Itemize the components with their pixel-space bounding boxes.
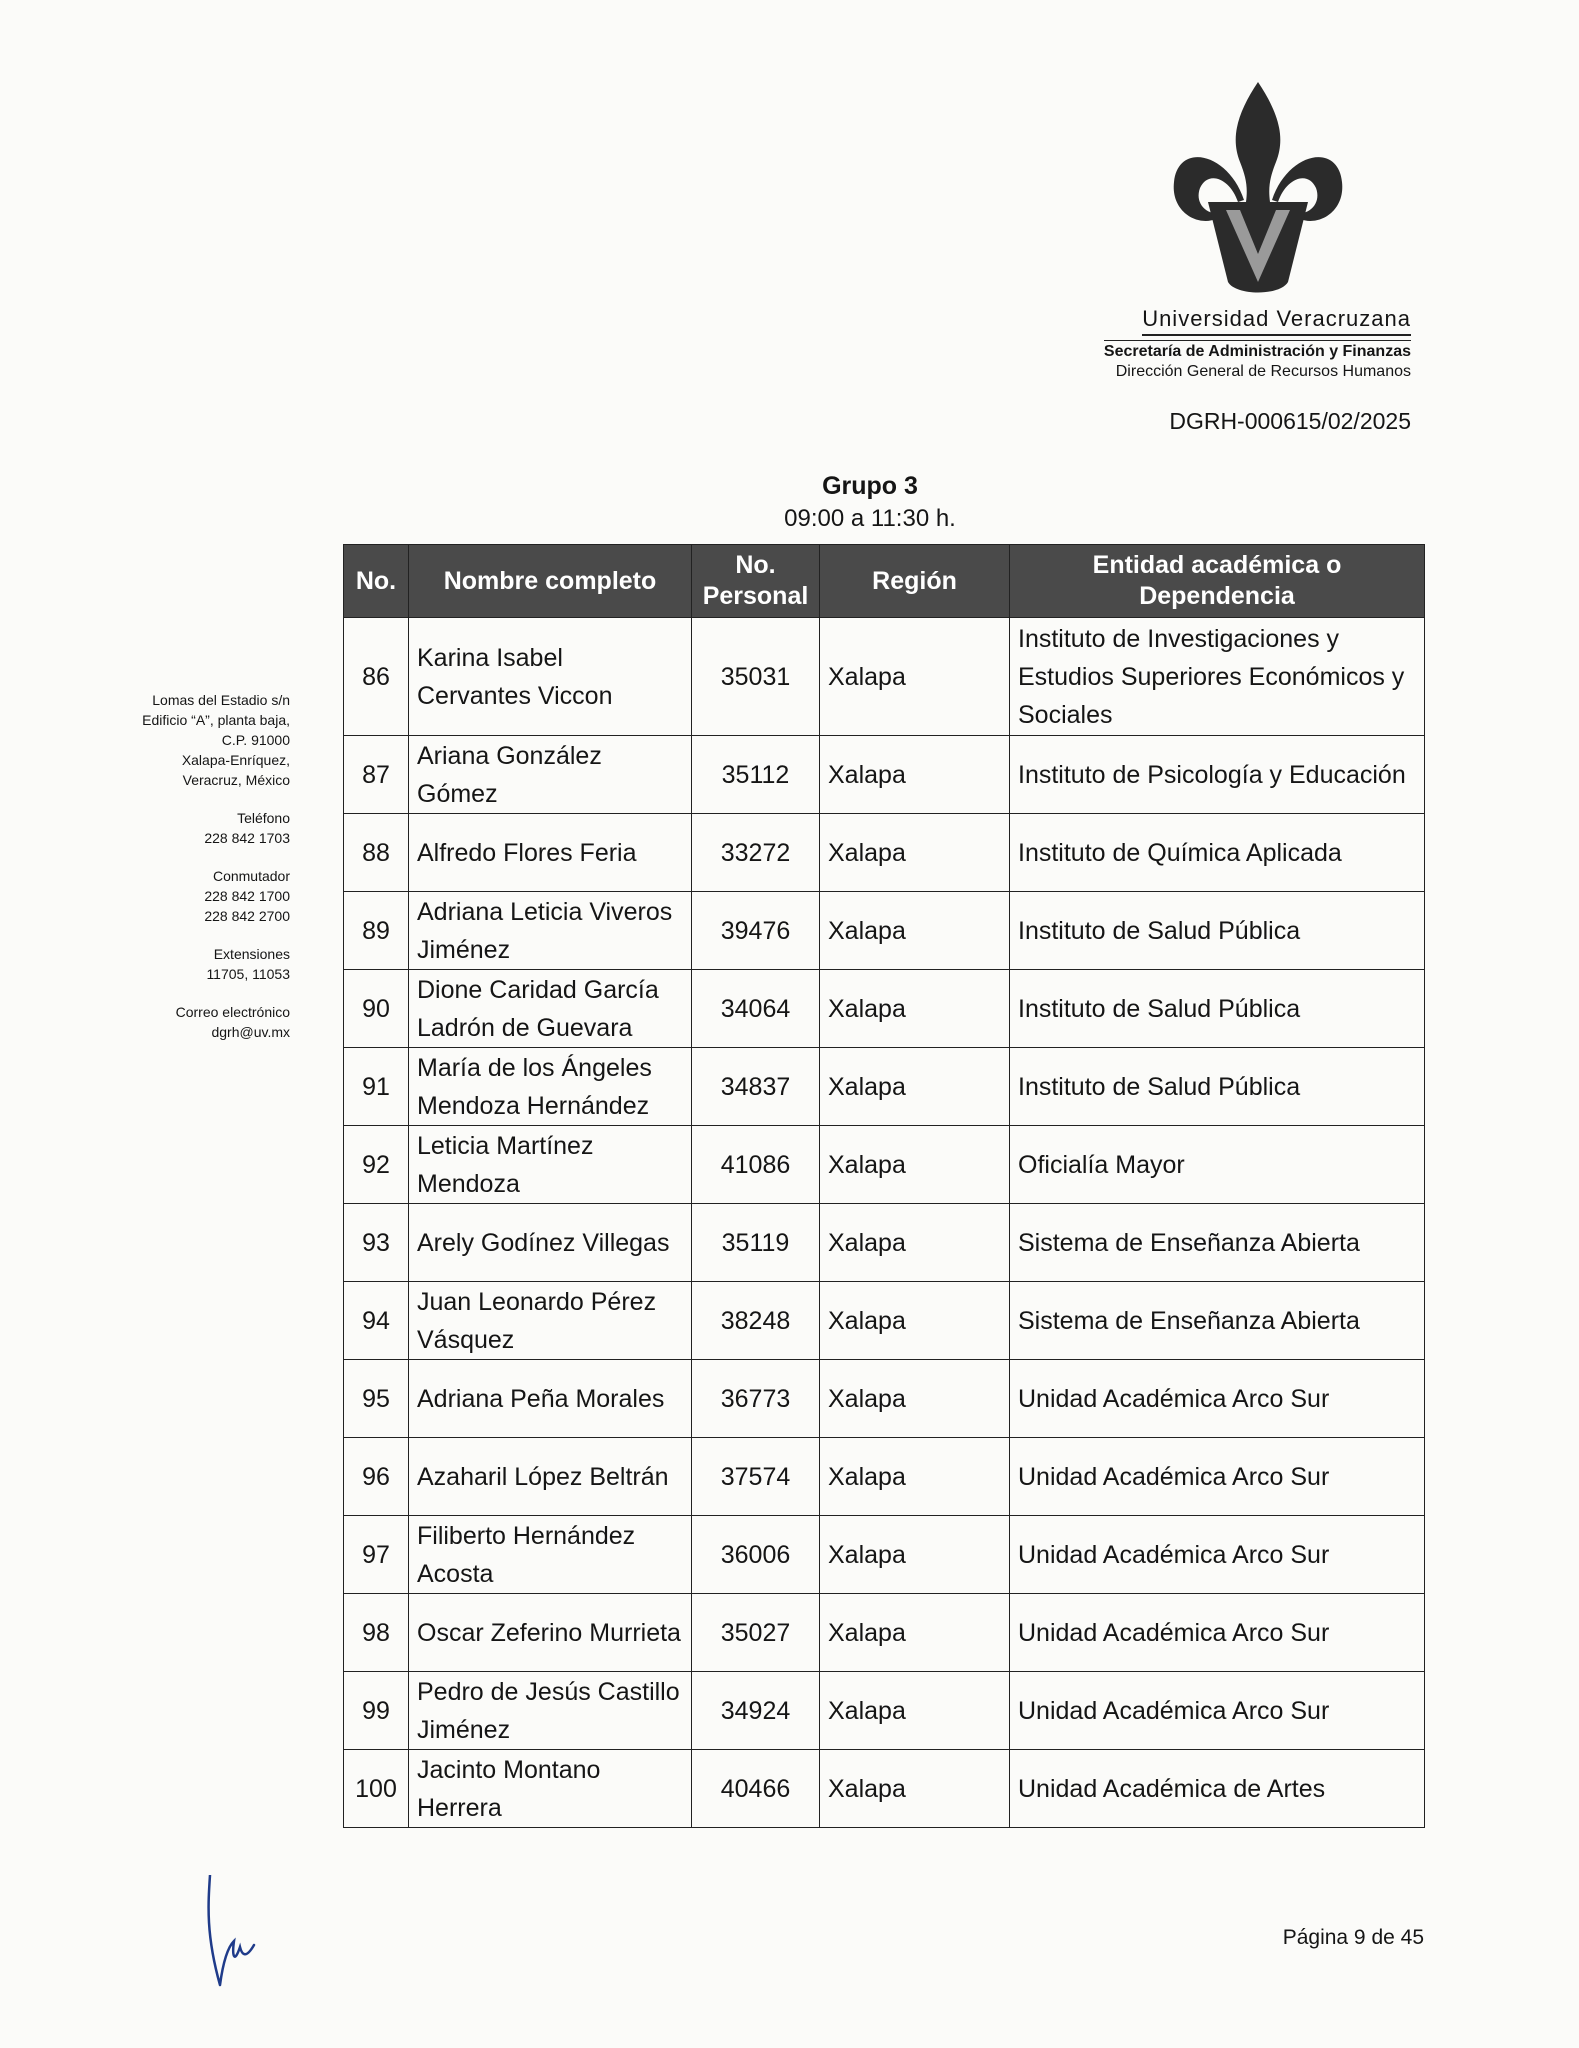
cell-region: Xalapa bbox=[820, 1594, 1010, 1672]
cell-region: Xalapa bbox=[820, 1048, 1010, 1126]
university-name: Universidad Veracruzana bbox=[1142, 306, 1411, 336]
phone-block bbox=[90, 808, 290, 848]
cell-region: Xalapa bbox=[820, 1672, 1010, 1750]
cell-no: 92 bbox=[344, 1126, 409, 1204]
cell-entity: Unidad Académica Arco Sur bbox=[1010, 1438, 1425, 1516]
cell-name: Adriana Leticia Viveros Jiménez bbox=[409, 892, 692, 970]
cell-personal: 38248 bbox=[692, 1282, 820, 1360]
cell-name: Arely Godínez Villegas bbox=[409, 1204, 692, 1282]
table-row bbox=[344, 1360, 1425, 1438]
cell-name: Ariana González Gómez bbox=[409, 736, 692, 814]
cell-personal: 35119 bbox=[692, 1204, 820, 1282]
table-header-row bbox=[344, 545, 1425, 618]
extensions-label: Extensiones bbox=[213, 946, 290, 962]
cell-entity: Instituto de Salud Pública bbox=[1010, 892, 1425, 970]
cell-entity: Unidad Académica Arco Sur bbox=[1010, 1360, 1425, 1438]
cell-entity: Instituto de Investigaciones y Estudios Superiores Económicos y Sociales bbox=[1010, 618, 1425, 736]
institution-block bbox=[1104, 306, 1411, 381]
cell-name: Karina Isabel Cervantes Viccon bbox=[409, 618, 692, 736]
header-no: No. bbox=[344, 545, 409, 618]
cell-no: 100 bbox=[344, 1750, 409, 1828]
group-title: Grupo 3 bbox=[822, 472, 918, 500]
participants-table bbox=[343, 544, 1425, 1828]
cell-personal: 40466 bbox=[692, 1750, 820, 1828]
cell-personal: 36773 bbox=[692, 1360, 820, 1438]
cell-no: 98 bbox=[344, 1594, 409, 1672]
signature-icon bbox=[190, 1875, 270, 1995]
cell-no: 86 bbox=[344, 618, 409, 736]
cell-no: 87 bbox=[344, 736, 409, 814]
email-value: dgrh@uv.mx bbox=[211, 1024, 290, 1040]
cell-region: Xalapa bbox=[820, 1438, 1010, 1516]
cell-name: Alfredo Flores Feria bbox=[409, 814, 692, 892]
secretariat-name: Secretaría de Administración y Finanzas bbox=[1104, 340, 1411, 361]
cell-no: 99 bbox=[344, 1672, 409, 1750]
cell-name: Adriana Peña Morales bbox=[409, 1360, 692, 1438]
cell-region: Xalapa bbox=[820, 618, 1010, 736]
cell-personal: 41086 bbox=[692, 1126, 820, 1204]
cell-region: Xalapa bbox=[820, 1360, 1010, 1438]
address-line: Lomas del Estadio s/n bbox=[152, 692, 290, 708]
email-block bbox=[90, 1002, 290, 1042]
cell-name: Jacinto Montano Herrera bbox=[409, 1750, 692, 1828]
cell-no: 91 bbox=[344, 1048, 409, 1126]
cell-personal: 34924 bbox=[692, 1672, 820, 1750]
directorate-name: Dirección General de Recursos Humanos bbox=[1115, 363, 1411, 380]
cell-entity: Unidad Académica Arco Sur bbox=[1010, 1672, 1425, 1750]
switchboard-block bbox=[90, 866, 290, 926]
phone-label: Teléfono bbox=[237, 810, 290, 826]
cell-no: 89 bbox=[344, 892, 409, 970]
cell-region: Xalapa bbox=[820, 892, 1010, 970]
cell-name: Oscar Zeferino Murrieta bbox=[409, 1594, 692, 1672]
table-row bbox=[344, 1204, 1425, 1282]
cell-personal: 33272 bbox=[692, 814, 820, 892]
address-line: Edificio “A”, planta baja, bbox=[142, 712, 290, 728]
table-row bbox=[344, 1594, 1425, 1672]
cell-no: 88 bbox=[344, 814, 409, 892]
cell-personal: 35027 bbox=[692, 1594, 820, 1672]
table-row bbox=[344, 1126, 1425, 1204]
table-row bbox=[344, 1672, 1425, 1750]
phone-number: 228 842 1703 bbox=[204, 830, 290, 846]
table-row bbox=[344, 1438, 1425, 1516]
switchboard-label: Conmutador bbox=[212, 868, 290, 884]
table-row bbox=[344, 1048, 1425, 1126]
cell-entity: Instituto de Química Aplicada bbox=[1010, 814, 1425, 892]
cell-entity: Unidad Académica Arco Sur bbox=[1010, 1594, 1425, 1672]
cell-no: 90 bbox=[344, 970, 409, 1048]
cell-no: 97 bbox=[344, 1516, 409, 1594]
cell-name: María de los Ángeles Mendoza Hernández bbox=[409, 1048, 692, 1126]
header-name: Nombre completo bbox=[409, 545, 692, 618]
contact-info bbox=[90, 690, 290, 1060]
document-reference: DGRH-000615/02/2025 bbox=[1169, 408, 1411, 434]
cell-entity: Unidad Académica de Artes bbox=[1010, 1750, 1425, 1828]
table-row bbox=[344, 618, 1425, 736]
cell-region: Xalapa bbox=[820, 1282, 1010, 1360]
table-row bbox=[344, 814, 1425, 892]
cell-region: Xalapa bbox=[820, 1204, 1010, 1282]
table-row bbox=[344, 1516, 1425, 1594]
cell-region: Xalapa bbox=[820, 814, 1010, 892]
cell-region: Xalapa bbox=[820, 736, 1010, 814]
cell-region: Xalapa bbox=[820, 1750, 1010, 1828]
cell-entity: Instituto de Salud Pública bbox=[1010, 1048, 1425, 1126]
cell-entity: Sistema de Enseñanza Abierta bbox=[1010, 1204, 1425, 1282]
address-line: Xalapa-Enríquez, bbox=[181, 752, 290, 768]
cell-personal: 39476 bbox=[692, 892, 820, 970]
page-number: Página 9 de 45 bbox=[1282, 1926, 1424, 1949]
cell-name: Filiberto Hernández Acosta bbox=[409, 1516, 692, 1594]
cell-name: Azaharil López Beltrán bbox=[409, 1438, 692, 1516]
uv-logo-icon bbox=[1168, 82, 1348, 300]
table-row bbox=[344, 736, 1425, 814]
header-entity: Entidad académica o Dependencia bbox=[1010, 545, 1425, 618]
extensions-block bbox=[90, 944, 290, 984]
table-row bbox=[344, 970, 1425, 1048]
cell-entity: Oficialía Mayor bbox=[1010, 1126, 1425, 1204]
table-row bbox=[344, 1750, 1425, 1828]
cell-region: Xalapa bbox=[820, 970, 1010, 1048]
cell-no: 96 bbox=[344, 1438, 409, 1516]
cell-no: 93 bbox=[344, 1204, 409, 1282]
email-label: Correo electrónico bbox=[175, 1004, 290, 1020]
cell-personal: 34064 bbox=[692, 970, 820, 1048]
cell-name: Pedro de Jesús Castillo Jiménez bbox=[409, 1672, 692, 1750]
switchboard-number: 228 842 1700 bbox=[204, 888, 290, 904]
cell-personal: 37574 bbox=[692, 1438, 820, 1516]
cell-personal: 36006 bbox=[692, 1516, 820, 1594]
cell-no: 94 bbox=[344, 1282, 409, 1360]
cell-personal: 35031 bbox=[692, 618, 820, 736]
cell-name: Juan Leonardo Pérez Vásquez bbox=[409, 1282, 692, 1360]
extensions-value: 11705, 11053 bbox=[206, 966, 290, 982]
cell-no: 95 bbox=[344, 1360, 409, 1438]
cell-entity: Instituto de Psicología y Educación bbox=[1010, 736, 1425, 814]
address-block bbox=[90, 690, 290, 790]
cell-personal: 34837 bbox=[692, 1048, 820, 1126]
cell-region: Xalapa bbox=[820, 1516, 1010, 1594]
cell-name: Dione Caridad García Ladrón de Guevara bbox=[409, 970, 692, 1048]
switchboard-number: 228 842 2700 bbox=[204, 908, 290, 924]
table-row bbox=[344, 892, 1425, 970]
cell-personal: 35112 bbox=[692, 736, 820, 814]
cell-name: Leticia Martínez Mendoza bbox=[409, 1126, 692, 1204]
cell-region: Xalapa bbox=[820, 1126, 1010, 1204]
table-row bbox=[344, 1282, 1425, 1360]
cell-entity: Sistema de Enseñanza Abierta bbox=[1010, 1282, 1425, 1360]
cell-entity: Unidad Académica Arco Sur bbox=[1010, 1516, 1425, 1594]
header-region: Región bbox=[820, 545, 1010, 618]
group-time: 09:00 a 11:30 h. bbox=[784, 505, 956, 532]
header-personal: No. Personal bbox=[692, 545, 820, 618]
address-line: C.P. 91000 bbox=[221, 732, 290, 748]
address-line: Veracruz, México bbox=[182, 772, 290, 788]
cell-entity: Instituto de Salud Pública bbox=[1010, 970, 1425, 1048]
